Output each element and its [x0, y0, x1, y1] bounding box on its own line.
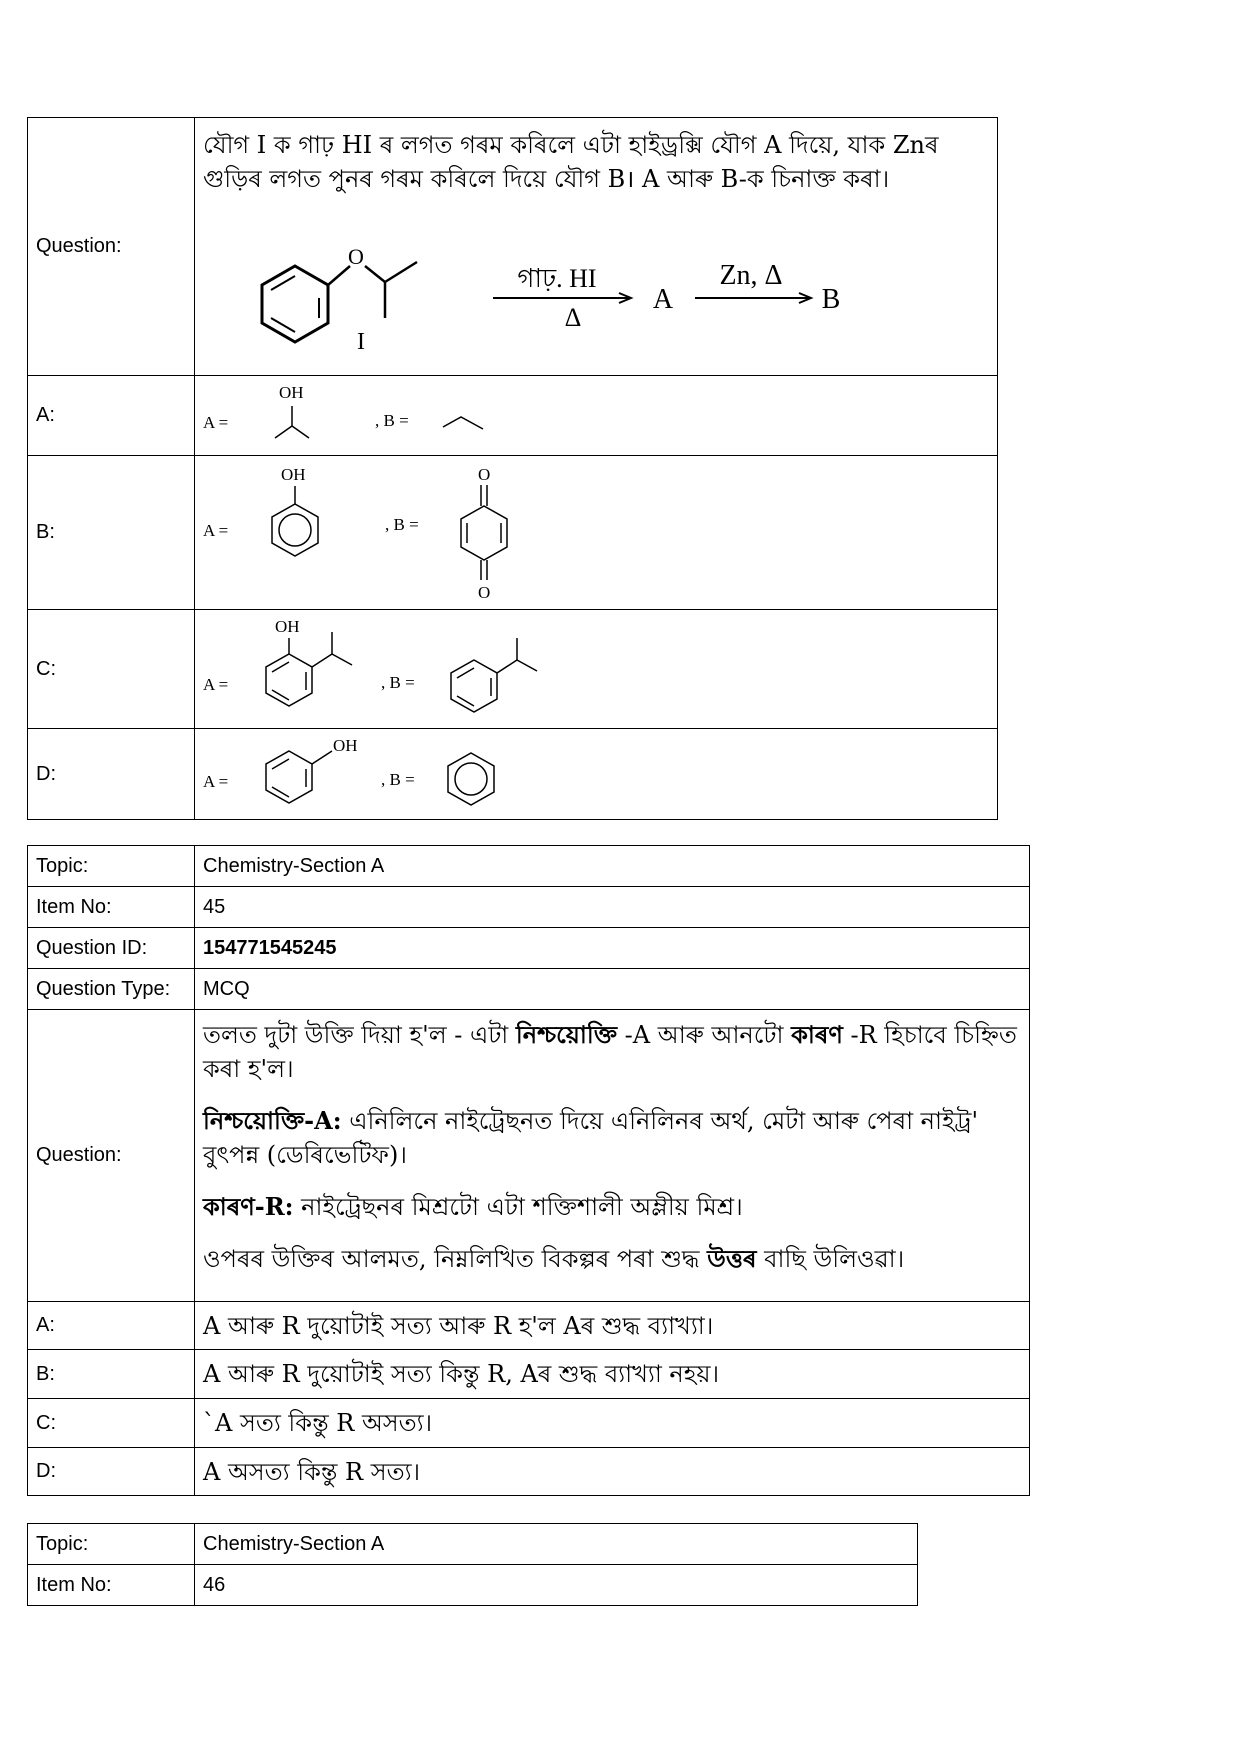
option-c-label: C: [28, 610, 195, 729]
b-equals: , B = [381, 770, 415, 789]
question-46-table [27, 1523, 918, 1606]
option-c-text[interactable]: `A সত্য কিন্তু R অসত্য। [195, 1399, 1030, 1448]
a-equals: A = [203, 772, 229, 791]
item-no-label: Item No: [28, 1565, 195, 1606]
product-b-label: B [821, 284, 841, 315]
reagent-zn-label: Zn, Δ [719, 260, 783, 291]
oh-label: OH [275, 617, 300, 636]
o-bottom-label: O [478, 583, 491, 602]
topic-value: Chemistry-Section A [195, 1524, 918, 1565]
question-45-table [27, 845, 1030, 1496]
question-cell [195, 1010, 1030, 1302]
option-b-text[interactable]: A আৰু R দুয়োটাই সত্য কিন্তু R, Aৰ শুদ্ধ ব্যাখ্যা নহয়। [195, 1350, 1030, 1399]
b-equals: , B = [381, 673, 415, 692]
option-c-label: C: [28, 1399, 195, 1448]
oxygen-label: O [348, 244, 364, 269]
assertion-text: নিশ্চয়োক্তি-A: এনিলিনে নাইট্ৰেছনত দিয়ে এনিলিনৰ অৰ্থ, মেটা আৰু পেৰা নাইট্ৰ' বুৎপন্ন (ডেৰিভেটিফ)। [203, 1106, 979, 1169]
item-no-value: 46 [195, 1565, 918, 1606]
option-d-label: D: [28, 729, 195, 820]
option-b-svg [195, 456, 595, 609]
option-c-structure[interactable] [195, 610, 998, 729]
option-d-label: D: [28, 1448, 195, 1496]
option-b-label: B: [28, 1350, 195, 1399]
topic-label: Topic: [28, 1524, 195, 1565]
option-d-structure[interactable] [195, 729, 998, 820]
option-d-svg [195, 729, 595, 819]
question-label: Question: [28, 118, 195, 376]
reagent-heat-label: Δ [564, 303, 582, 332]
option-d-text[interactable]: A অসত্য কিন্তু R সত্য। [195, 1448, 1030, 1496]
reason-label: কাৰণ-R: [203, 1192, 294, 1221]
option-b-label: B: [28, 456, 195, 610]
o-top-label: O [478, 465, 491, 484]
a-equals: A = [203, 521, 229, 540]
question-id-label: Question ID: [28, 928, 195, 969]
oh-label: OH [279, 383, 304, 402]
question-type-label: Question Type: [28, 969, 195, 1010]
a-equals: A = [203, 675, 229, 694]
question-cell [195, 118, 998, 376]
assertion-label: নিশ্চয়োক্তি-A: [203, 1106, 342, 1135]
a-equals: A = [203, 413, 229, 432]
option-a-text[interactable]: A আৰু R দুয়োটাই সত্য আৰু R হ'ল Aৰ শুদ্ধ ব্যাখ্যা। [195, 1302, 1030, 1350]
reaction-scheme [203, 214, 883, 354]
question-type-value: MCQ [195, 969, 1030, 1010]
item-no-value: 45 [195, 887, 1030, 928]
reagent-hi-label: গাঢ়. HI [517, 264, 597, 293]
b-equals: , B = [375, 411, 409, 430]
topic-label: Topic: [28, 846, 195, 887]
option-a-label: A: [28, 1302, 195, 1350]
oh-label: OH [333, 736, 358, 755]
oh-label: OH [281, 465, 306, 484]
question-text: যৌগ I ক গাঢ় HI ৰ লগত গৰম কৰিলে এটা হাইড্ৰক্সি যৌগ A দিয়ে, যাক Znৰ গুড়িৰ লগত পুনৰ গৰম কৰিলে দিয়ে যৌগ B। A আৰু B-ক চিনাক্ত কৰা। [203, 131, 939, 193]
option-a-structure[interactable] [195, 376, 998, 456]
item-no-label: Item No: [28, 887, 195, 928]
reason-text: কাৰণ-R: নাইট্ৰেছনৰ মিশ্ৰটো এটা শক্তিশালী অম্লীয় মিশ্ৰ। [203, 1192, 743, 1221]
compound-i-label: I [357, 329, 365, 354]
instruction-text: তলত দুটা উক্তি দিয়া হ'ল - এটা নিশ্চয়োক্তি -A আৰু আনটো কাৰণ -R হিচাবে চিহ্নিত কৰা হ'ল। [203, 1020, 1017, 1083]
topic-value: Chemistry-Section A [195, 846, 1030, 887]
closing-text: ওপৰৰ উক্তিৰ আলমত, নিম্নলিখিত বিকল্পৰ পৰা শুদ্ধ উত্তৰ বাছি উলিওৱা। [203, 1244, 905, 1273]
option-a-svg [195, 376, 595, 455]
question-label: Question: [28, 1010, 195, 1302]
question-id-value: 154771545245 [195, 928, 1030, 969]
option-b-structure[interactable] [195, 456, 998, 610]
b-equals: , B = [385, 515, 419, 534]
option-a-label: A: [28, 376, 195, 456]
option-c-svg [195, 610, 595, 728]
product-a-label: A [652, 284, 674, 315]
question-44-table [27, 117, 998, 820]
